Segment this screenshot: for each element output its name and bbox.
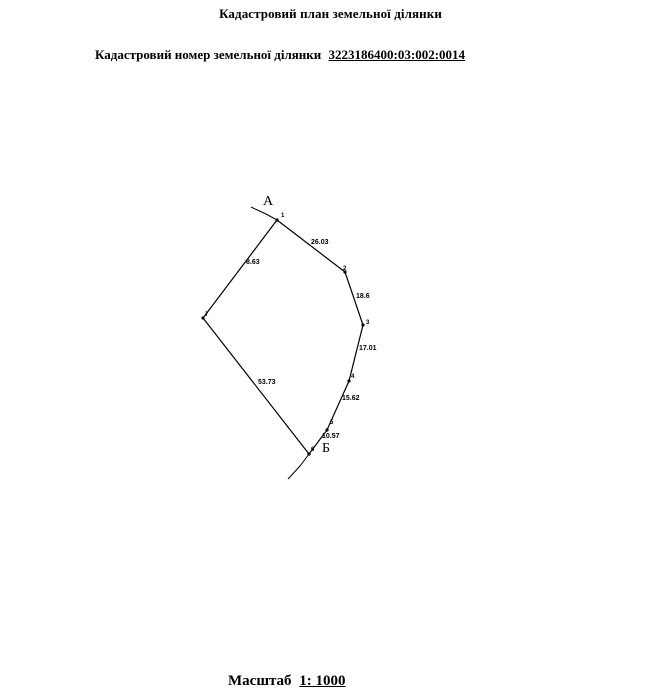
segment-length-3-4: 17.01 [359, 345, 377, 352]
cadastral-number-value: 3223186400:03:002:0014 [328, 47, 466, 62]
point-label-3: 3 [366, 320, 370, 326]
vertex-3 [361, 323, 364, 326]
point-label-6: 6 [311, 447, 315, 453]
vertex-1 [275, 218, 278, 221]
point-label-5: 5 [330, 420, 334, 426]
scale-line [228, 673, 346, 690]
corner-label-a: А [263, 194, 274, 209]
parcel-boundary [203, 220, 363, 454]
scale-value: 1: 1000 [299, 673, 346, 689]
segment-length-5-6: 10.57 [322, 433, 340, 440]
point-label-7: 7 [205, 312, 209, 318]
segment-length-7-1: 8.63 [246, 259, 260, 266]
vertex-5 [325, 428, 328, 431]
cadastral-number-label: Кадастровий номер земельної ділянки [95, 47, 322, 62]
point-label-1: 1 [281, 213, 285, 219]
segment-length-4-5: 15.62 [342, 395, 360, 402]
boundary-extension-bottom [288, 454, 309, 479]
corner-label-b: Б [322, 441, 331, 456]
page-title: Кадастровий план земельної ділянки [219, 6, 442, 21]
segment-length-6-7: 53.73 [258, 379, 276, 386]
segment-length-1-2: 26.03 [311, 239, 329, 246]
scale-label: Масштаб [228, 673, 292, 689]
point-label-4: 4 [351, 374, 355, 380]
segment-length-2-3: 18.6 [356, 293, 370, 300]
point-label-2: 2 [343, 266, 347, 272]
